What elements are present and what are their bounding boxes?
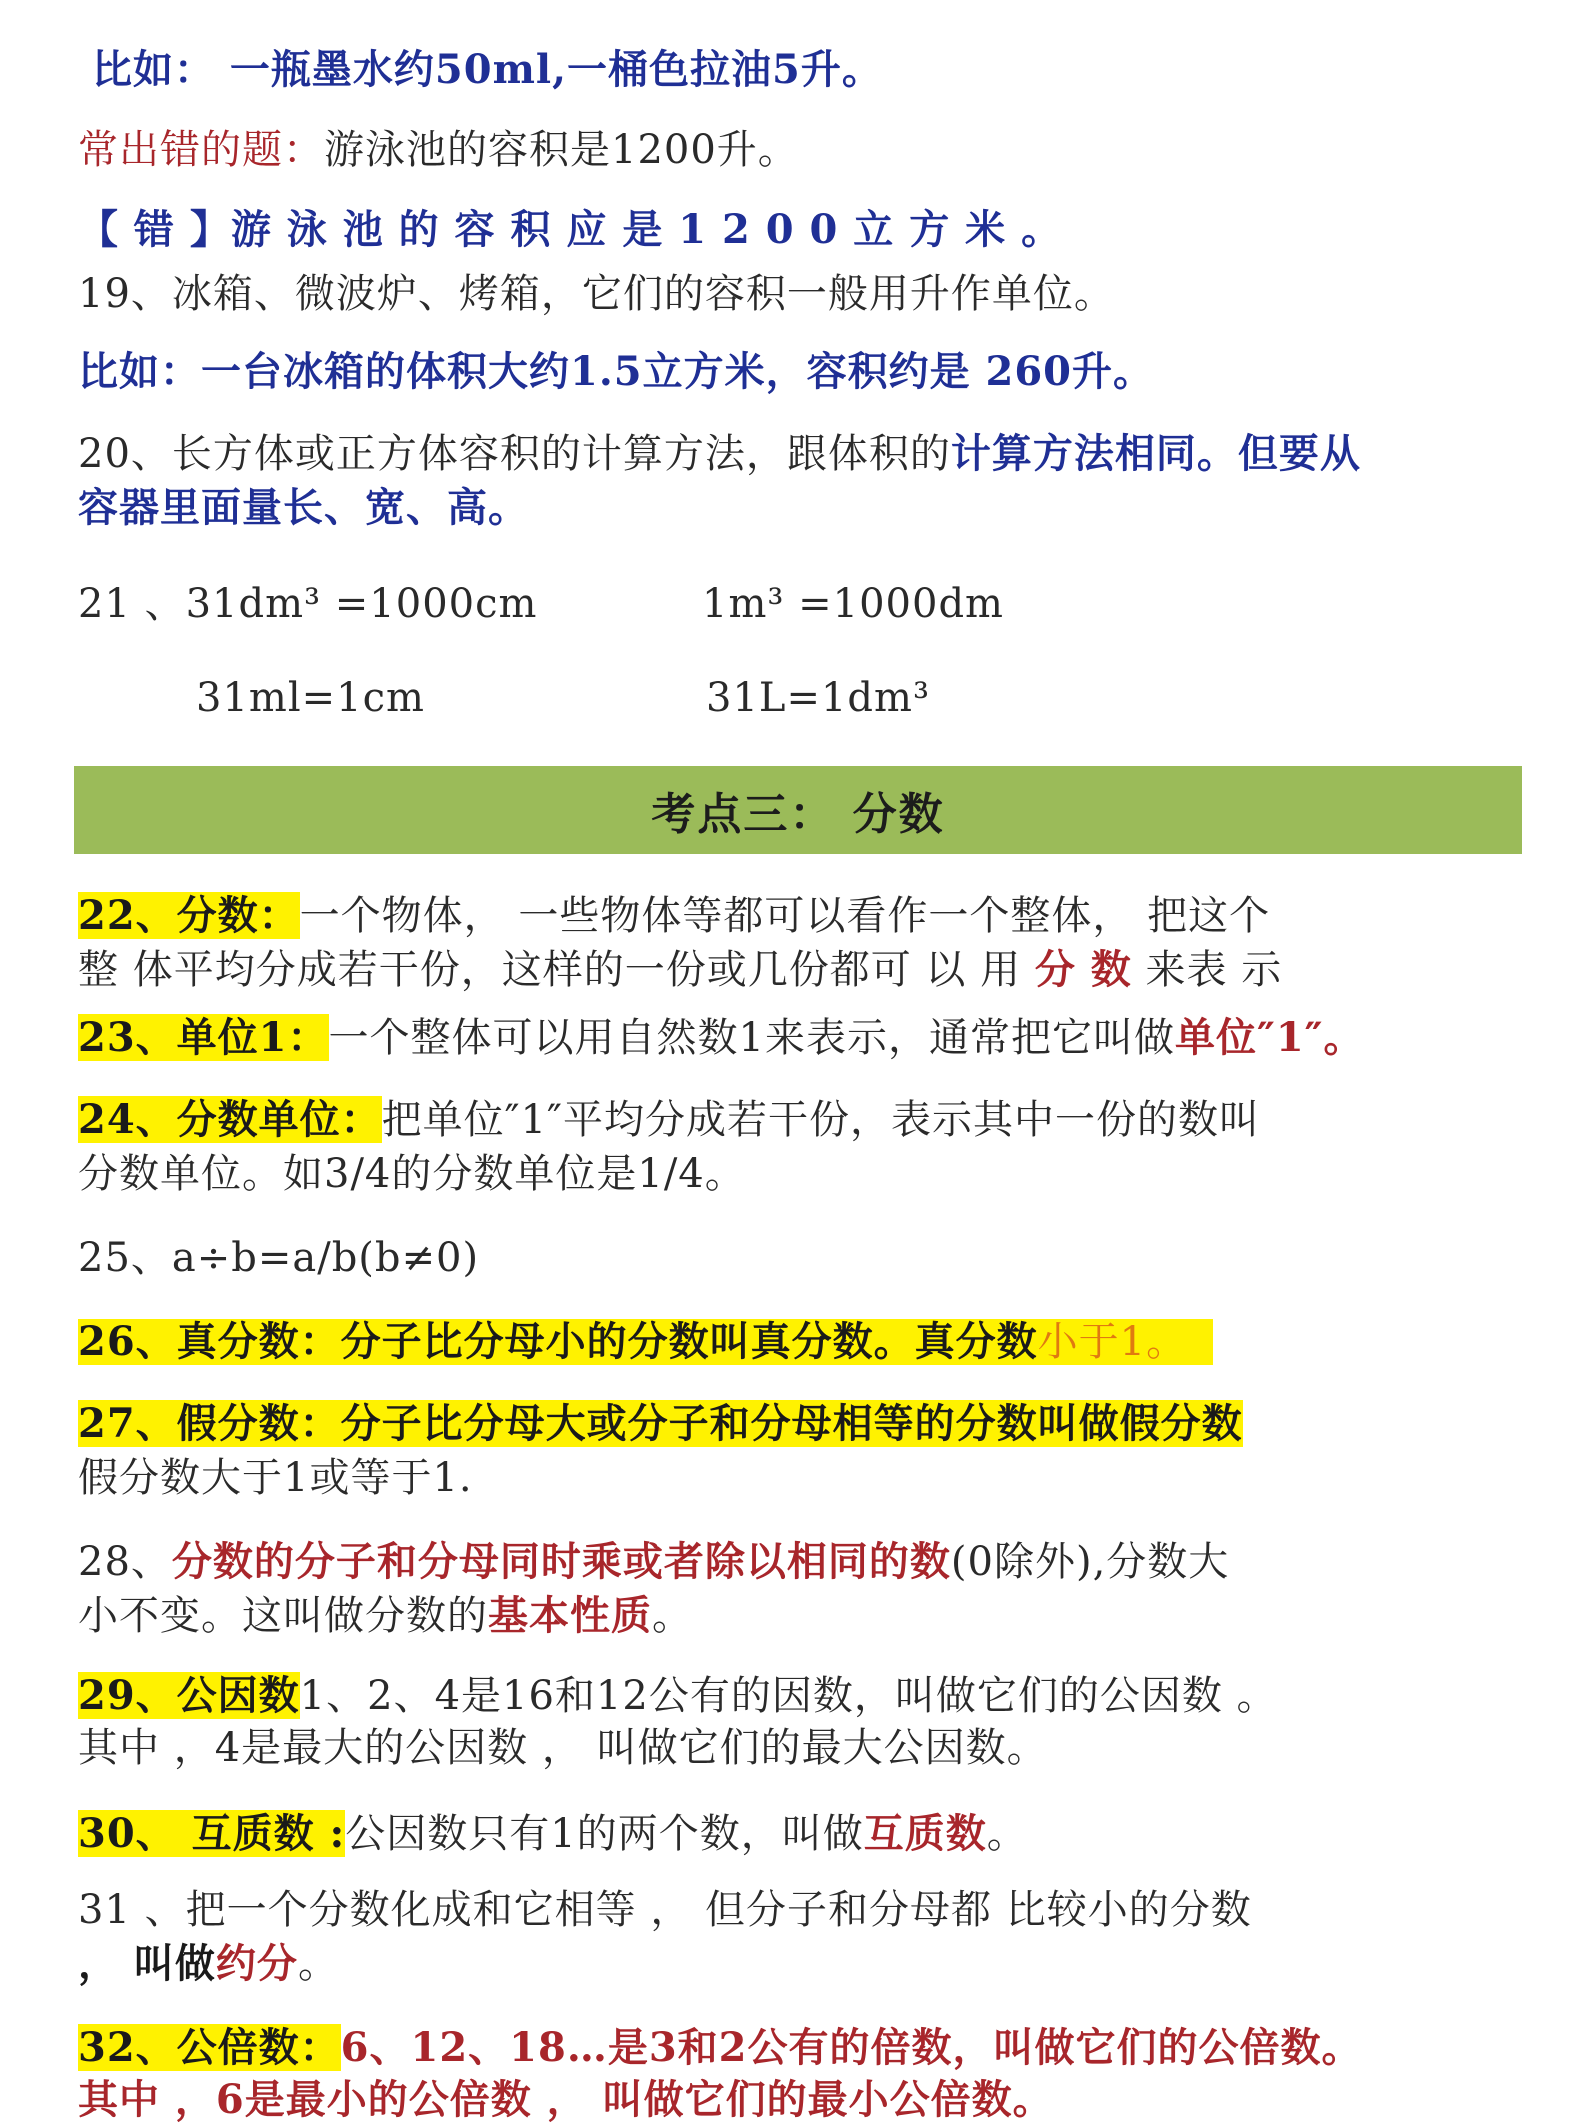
section-banner [74, 766, 1522, 854]
conversion-ml-cm: 31ml=1cm [196, 675, 425, 721]
item-28-line1 [78, 1536, 1229, 1588]
item-20-emphasis: 计算方法相同。但要从 [950, 430, 1361, 477]
item-24-label: 24、分数单位： [78, 1096, 382, 1143]
item-31-period: 。 [297, 1941, 339, 1987]
item-31-text-2: ， 叫做 [78, 1940, 216, 1987]
item-29-line1 [78, 1670, 1278, 1722]
item-27-line2 [78, 1452, 473, 1504]
item-31-line2 [78, 1938, 339, 1990]
item-31-text: 31 、把一个分数化成和它相等 ， 但分子和分母都 比较小的分数 [78, 1887, 1252, 1933]
conversion-m-dm: 1m³ =1000dm [702, 581, 1004, 627]
item-26-term: 小于1。 [1037, 1319, 1188, 1365]
item-30-period: 。 [986, 1811, 1028, 1857]
item-24-line2 [78, 1148, 746, 1200]
item-28-rule: 分数的分子和分母同时乘或者除以相同的数 [171, 1538, 951, 1585]
item-30-label: 30、 互质数 : [78, 1810, 346, 1857]
item-23-label: 23、单位1： [78, 1014, 329, 1061]
item-21-c [196, 672, 425, 724]
item-29-text-2: 其中 ，4是最大的公因数 ， 叫做它们的最大公因数。 [78, 1725, 1048, 1771]
item-21-b [702, 578, 1004, 630]
item-30-text: 公因数只有1的两个数，叫做 [345, 1811, 864, 1857]
item-29-text: 1、2、4是16和12公有的因数，叫做它们的公因数 。 [299, 1673, 1278, 1719]
item-31-line1 [78, 1884, 1252, 1936]
example-text: 比如： 一瓶墨水约50ml,一桶色拉油5升。 [92, 46, 883, 93]
item-25-text: 25、a÷b=a/b(b≠0) [78, 1235, 480, 1281]
item-26 [78, 1316, 1213, 1368]
item-28-text-2: 小不变。这叫做分数的 [78, 1593, 488, 1639]
item-29-line2 [78, 1722, 1048, 1774]
item-25 [78, 1232, 479, 1284]
item-30-term: 互质数 [863, 1810, 987, 1857]
item-21-a [78, 578, 537, 630]
item-28-period: 。 [652, 1593, 693, 1639]
item-19 [78, 268, 1115, 320]
item-22-term: 分 数 [1034, 946, 1132, 993]
item-24-text: 把单位″1″平均分成若干份，表示其中一份的数叫 [381, 1097, 1261, 1143]
conversion-dm-cm: 21 、31dm³ =1000cm [78, 581, 538, 627]
item-28-line2 [78, 1590, 693, 1642]
example-ink-oil [92, 44, 883, 96]
item-30 [78, 1808, 1028, 1860]
item-29-label: 29、公因数 [78, 1672, 300, 1719]
correction-text: 【 错 】游 泳 池 的 容 积 应 是 1 2 0 0 立 方 米 。 [78, 206, 1063, 253]
item-26-text: 26、真分数：分子比分母小的分数叫真分数。真分数 [78, 1318, 1038, 1365]
item-19-text: 19、冰箱、微波炉、烤箱，它们的容积一般用升作单位。 [78, 271, 1115, 317]
example-fridge [78, 346, 1154, 398]
item-23-text: 一个整体可以用自然数1来表示，通常把它叫做 [328, 1015, 1175, 1061]
item-24-line1 [78, 1094, 1260, 1146]
common-mistake-line [78, 124, 799, 176]
item-31-term: 约分 [215, 1940, 298, 1987]
item-27-text: 27、假分数：分子比分母大或分子和分母相等的分数叫做假分数 [78, 1400, 1243, 1447]
item-21-d [706, 672, 930, 724]
item-28-number: 28、 [78, 1539, 172, 1585]
item-32-label: 32、公倍数： [78, 2024, 341, 2071]
correction-line [78, 204, 1062, 256]
item-23-term: 单位″1″。 [1174, 1014, 1365, 1061]
item-20-line2 [78, 482, 529, 534]
common-mistake-label: 常出错的题： [78, 127, 324, 173]
item-32-line2 [78, 2074, 1054, 2126]
item-22-line2 [78, 944, 1282, 996]
item-22-text-2: 整 体平均分成若干份，这样的一份或几份都可 以 用 [78, 947, 1035, 993]
item-27-text-2: 假分数大于1或等于1. [78, 1455, 473, 1501]
item-22-line1 [78, 890, 1270, 942]
common-mistake-text: 游泳池的容积是1200升。 [324, 127, 799, 173]
item-28-text: (0除外),分数大 [950, 1539, 1230, 1585]
item-32-text-2: 其中 ，6是最小的公倍数 ， 叫做它们的最小公倍数。 [78, 2076, 1054, 2123]
item-32-line1 [78, 2022, 1363, 2074]
item-22-label: 22、分数： [78, 892, 300, 939]
item-32-text: 6、12、18…是3和2公有的倍数，叫做它们的公倍数。 [340, 2024, 1363, 2071]
conversion-l-dm: 31L=1dm³ [706, 675, 930, 721]
item-24-text-2: 分数单位。如3/4的分数单位是1/4。 [78, 1151, 746, 1197]
item-20-line1 [78, 428, 1361, 480]
item-23 [78, 1012, 1365, 1064]
section-title: 考点三： 分数 [651, 789, 945, 840]
item-22-text-3: 来表 示 [1131, 947, 1283, 993]
example-fridge-text: 比如：一台冰箱的体积大约1.5立方米，容积约是 260升。 [78, 348, 1155, 395]
item-27-line1 [78, 1398, 1243, 1450]
item-20-emphasis-2: 容器里面量长、宽、高。 [78, 484, 529, 531]
item-22-text: 一个物体， 一些物体等都可以看作一个整体， 把这个 [299, 893, 1271, 939]
item-28-term: 基本性质 [488, 1592, 652, 1639]
item-20-text: 20、长方体或正方体容积的计算方法，跟体积的 [78, 431, 951, 477]
